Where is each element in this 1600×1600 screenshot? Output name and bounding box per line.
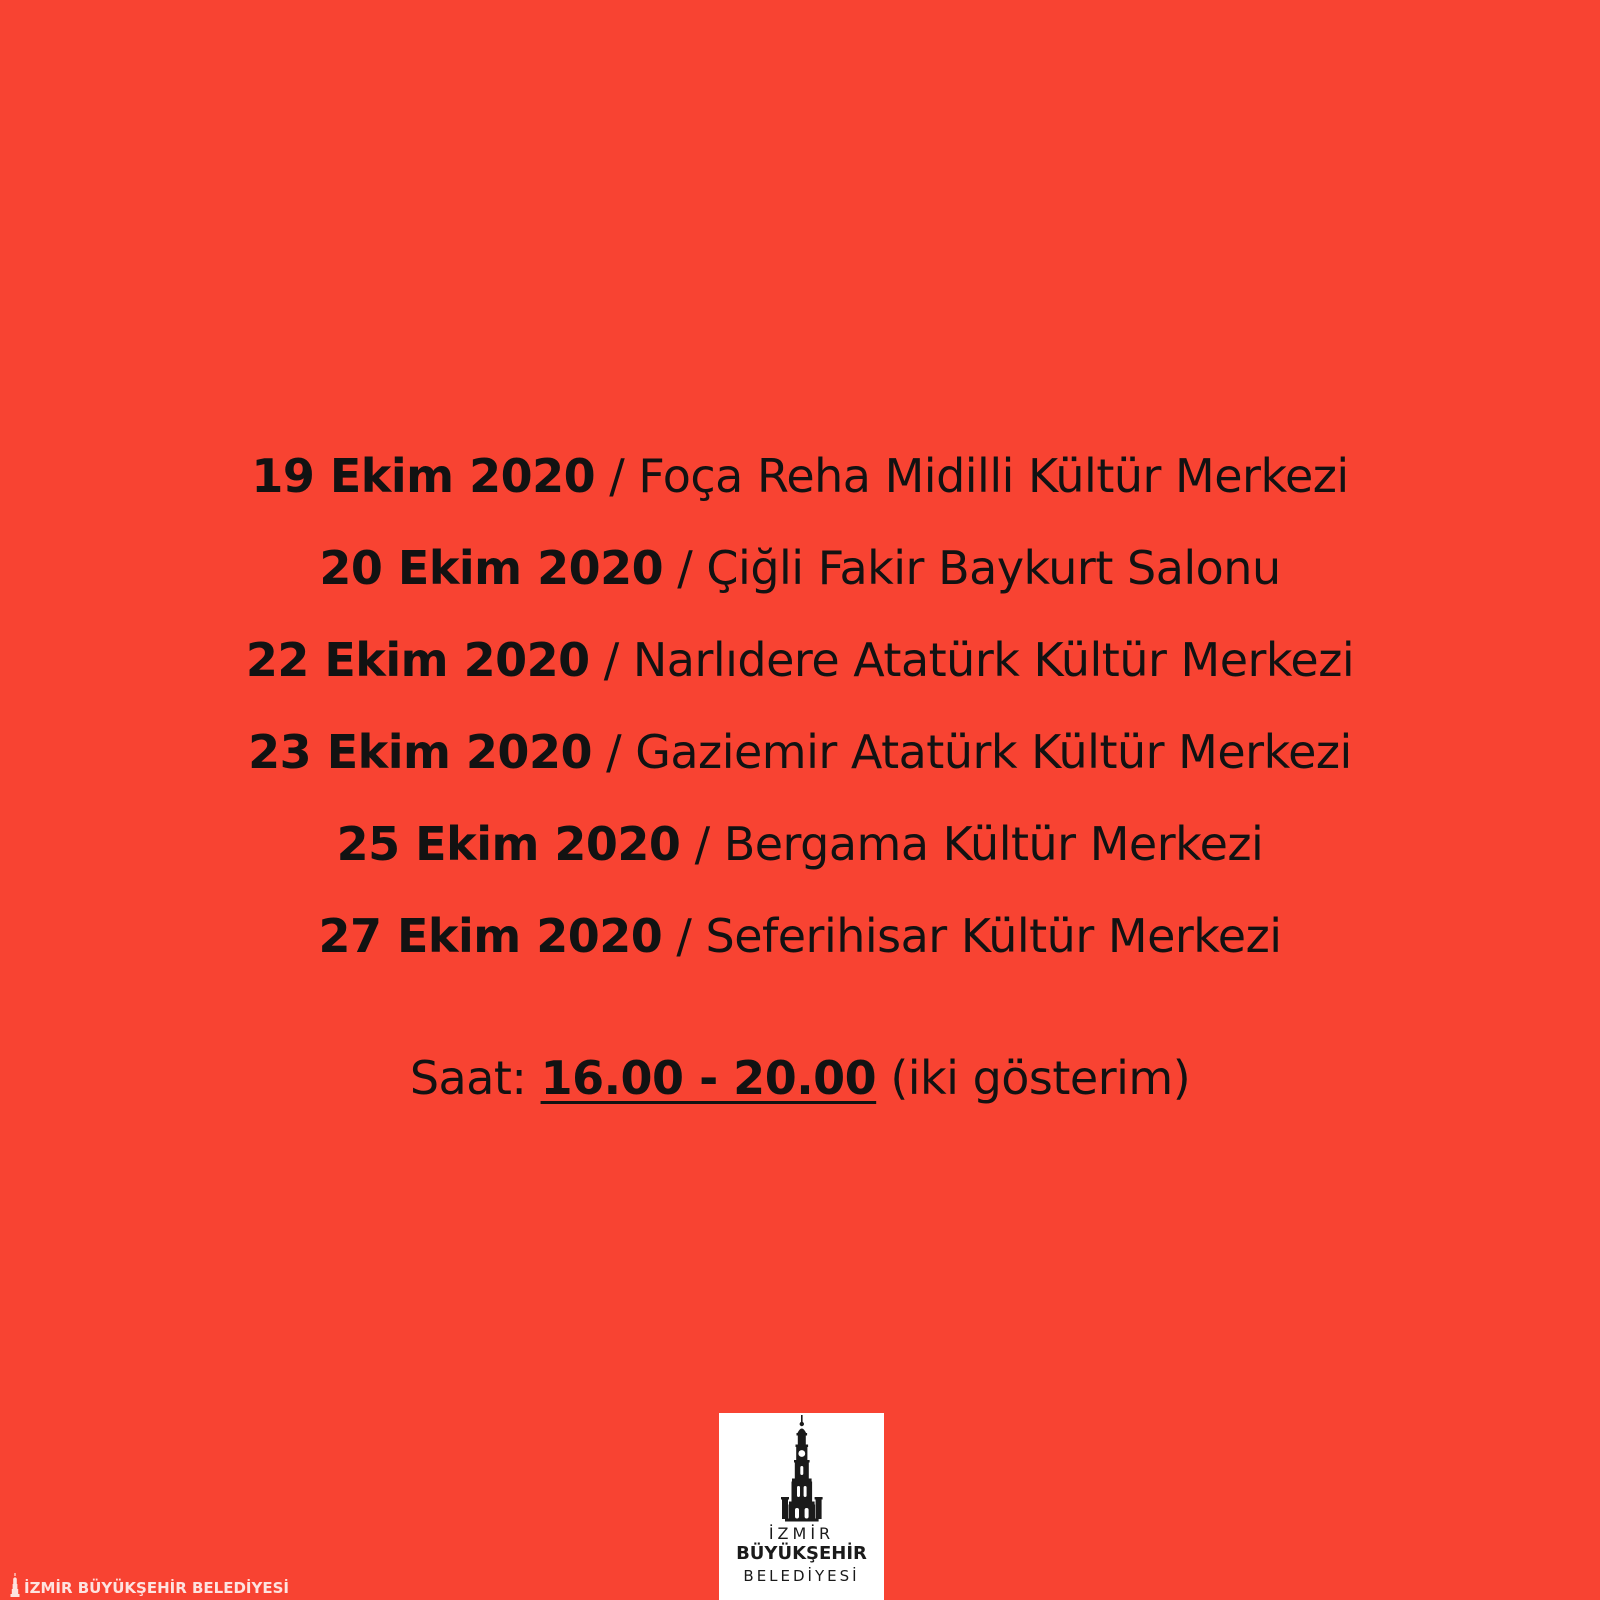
show-time: [0, 1036, 1600, 1120]
schedule-row: [0, 798, 1600, 890]
separator: /: [606, 725, 622, 779]
logo-text-line-1: İZMİR: [768, 1524, 835, 1543]
separator: /: [609, 449, 625, 503]
event-date: 22 Ekim 2020: [245, 633, 590, 687]
event-venue: Seferihisar Kültür Merkezi: [705, 909, 1282, 963]
schedule-row: [0, 614, 1600, 706]
event-venue: Çiğli Fakir Baykurt Salonu: [706, 541, 1281, 595]
separator: /: [603, 633, 619, 687]
event-date: 27 Ekim 2020: [318, 909, 663, 963]
watermark-text: İZMİR BÜYÜKŞEHİR BELEDİYESİ: [24, 1579, 289, 1597]
clock-tower-icon: [8, 1573, 22, 1597]
time-label: Saat:: [409, 1051, 527, 1105]
event-date: 25 Ekim 2020: [336, 817, 681, 871]
logo-text-line-3: BELEDİYESİ: [743, 1567, 860, 1585]
event-venue: Foça Reha Midilli Kültür Merkezi: [638, 449, 1349, 503]
time-value: 16.00 - 20.00: [540, 1051, 877, 1105]
event-date: 20 Ekim 2020: [319, 541, 664, 595]
schedule-row: [0, 706, 1600, 798]
schedule-row: [0, 890, 1600, 982]
event-venue: Gaziemir Atatürk Kültür Merkezi: [635, 725, 1352, 779]
separator: /: [677, 541, 693, 595]
logo-text-line-2: BÜYÜKŞEHİR: [736, 1543, 867, 1564]
event-date: 19 Ekim 2020: [251, 449, 596, 503]
schedule-row: [0, 522, 1600, 614]
event-date: 23 Ekim 2020: [248, 725, 592, 779]
event-schedule: [0, 430, 1600, 982]
time-note: (iki gösterim): [890, 1051, 1191, 1105]
schedule-row: [0, 430, 1600, 522]
watermark: [8, 1573, 289, 1597]
separator: /: [676, 909, 692, 963]
clock-tower-icon: [719, 1413, 884, 1523]
event-venue: Bergama Kültür Merkezi: [723, 817, 1264, 871]
event-venue: Narlıdere Atatürk Kültür Merkezi: [632, 633, 1355, 687]
municipality-logo: [719, 1413, 884, 1600]
separator: /: [694, 817, 710, 871]
